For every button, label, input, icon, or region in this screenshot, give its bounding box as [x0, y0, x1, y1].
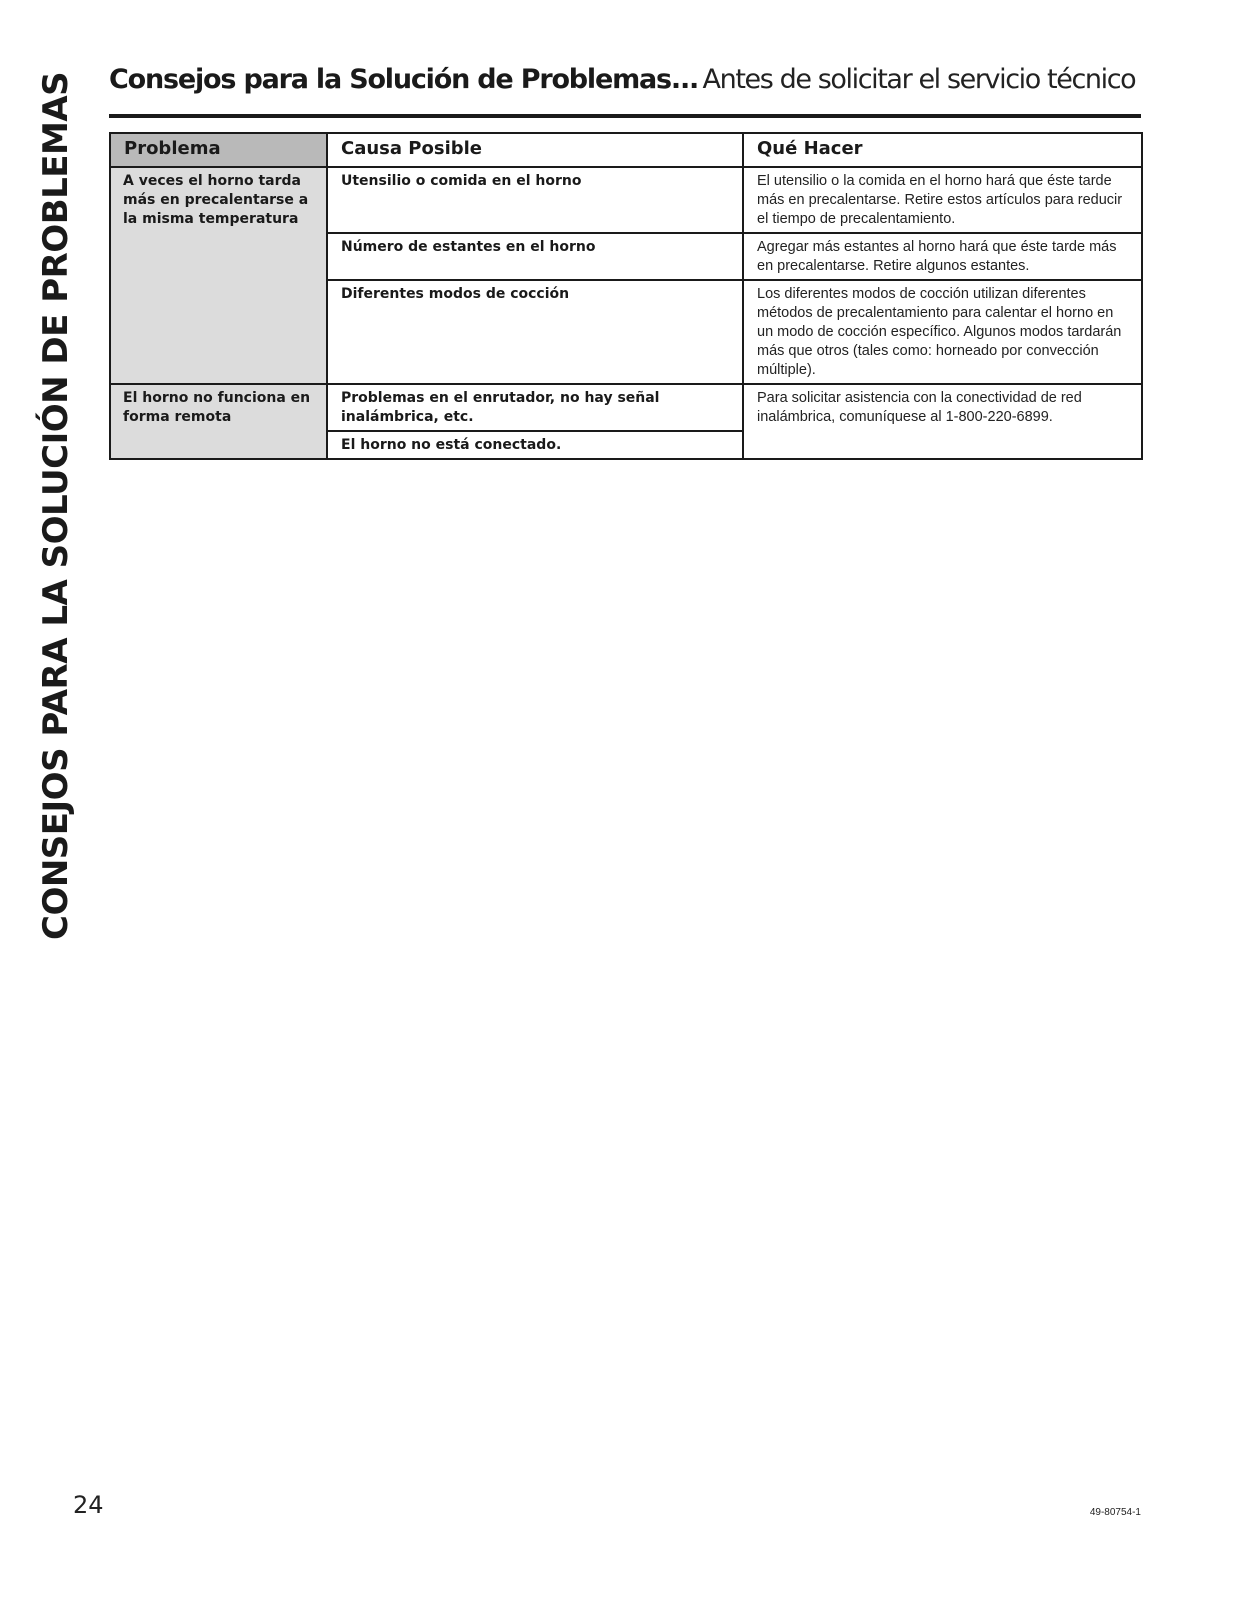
action-cell: Los diferentes modos de cocción utilizan diferentes métodos de precalentamiento para calentar el horno en un modo de cocción específico. Algunos modos tardarán más que otros (tales como: horneado por convección múltiple). [743, 280, 1142, 384]
document-code: 49-80754-1 [1089, 1507, 1141, 1518]
action-cell: Agregar más estantes al horno hará que éste tarde más en precalentarse. Retire algunos estantes. [743, 233, 1142, 280]
page-title-bold: Consejos para la Solución de Problemas... [109, 64, 699, 95]
table-row [110, 384, 1142, 431]
cause-cell: Utensilio o comida en el horno [327, 167, 743, 233]
problem-cell: A veces el horno tarda más en precalentarse a la misma temperatura [110, 167, 327, 384]
table-row [110, 167, 1142, 233]
page-number: 24 [73, 1491, 104, 1519]
action-cell: El utensilio o la comida en el horno hará que éste tarde más en precalentarse. Retire estos artículos para reducir el tiempo de precalentamiento. [743, 167, 1142, 233]
action-cell: Para solicitar asistencia con la conectividad de red inalámbrica, comuníquese al 1-800-220-6899. [743, 384, 1142, 459]
side-section-title: CONSEJOS PARA LA SOLUCIÓN DE PROBLEMAS [36, 71, 76, 940]
troubleshooting-table [109, 132, 1143, 460]
page-title [109, 64, 1149, 95]
cause-cell: El horno no está conectado. [327, 431, 743, 459]
cause-cell: Número de estantes en el horno [327, 233, 743, 280]
header-rule [109, 114, 1141, 118]
column-header-problem: Problema [110, 133, 327, 167]
column-header-cause: Causa Posible [327, 133, 743, 167]
cause-cell: Diferentes modos de cocción [327, 280, 743, 384]
cause-cell: Problemas en el enrutador, no hay señal inalámbrica, etc. [327, 384, 743, 431]
column-header-action: Qué Hacer [743, 133, 1142, 167]
table-header-row [110, 133, 1142, 167]
page-title-subtitle: Antes de solicitar el servicio técnico [702, 64, 1136, 95]
problem-cell: El horno no funciona en forma remota [110, 384, 327, 459]
